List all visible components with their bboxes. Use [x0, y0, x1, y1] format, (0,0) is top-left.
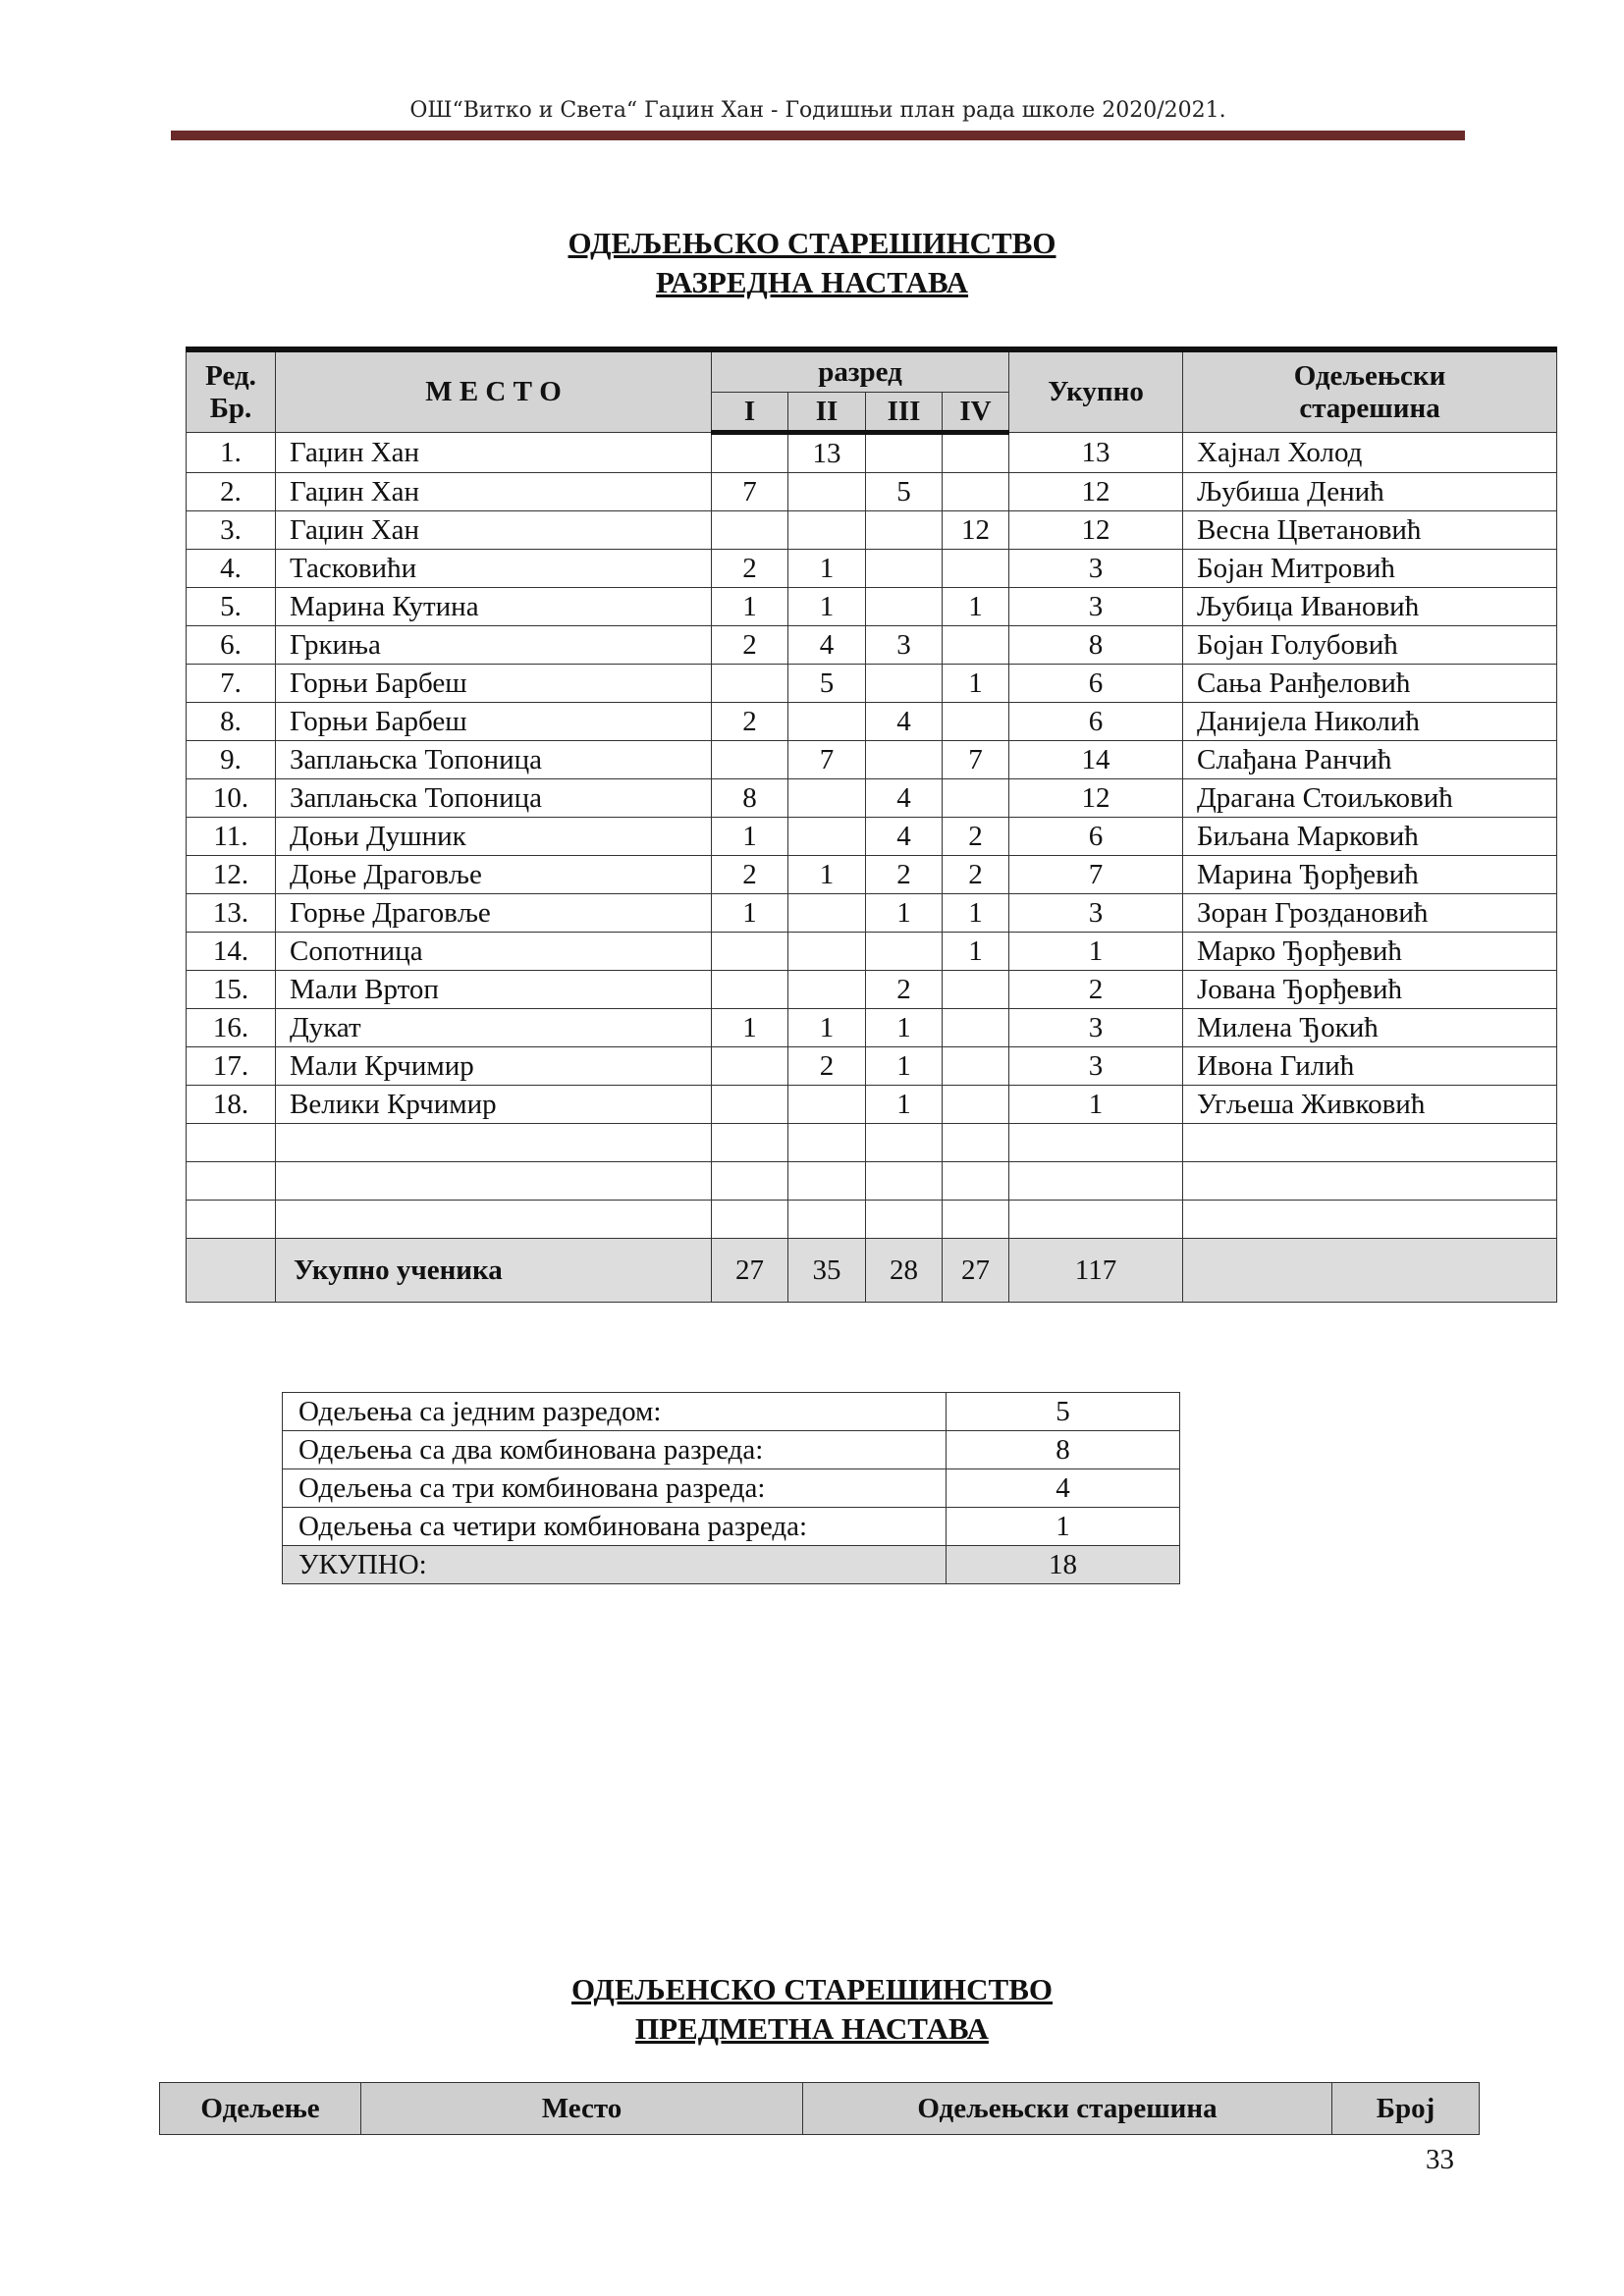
section2-title-line1: ОДЕЉЕНСКО СТАРЕШИНСТВО: [570, 1972, 1054, 2006]
table-row: [187, 1047, 1557, 1086]
row-grade-g3: [866, 665, 943, 703]
empty-cell: [187, 1162, 276, 1201]
row-number: 14.: [187, 933, 276, 971]
table-row: [187, 1086, 1557, 1124]
table-row: [187, 933, 1557, 971]
col-header-teacher-line2: старешина: [1299, 392, 1440, 424]
row-place: Мали Крчимир: [276, 1047, 712, 1086]
total-row-total: 117: [1009, 1239, 1183, 1303]
row-total: 3: [1009, 588, 1183, 626]
row-grade-g3: [866, 511, 943, 550]
row-teacher: Угљеша Живковић: [1183, 1086, 1557, 1124]
section1-title-line2: РАЗРЕДНА НАСТАВА: [655, 265, 969, 299]
table-row: [187, 703, 1557, 741]
row-number: 15.: [187, 971, 276, 1009]
empty-row: [187, 1124, 1557, 1162]
row-grade-g4: 7: [943, 741, 1009, 779]
summary-label: Одељења са једним разредом:: [283, 1393, 947, 1431]
row-total: 2: [1009, 971, 1183, 1009]
row-grade-g1: 8: [712, 779, 788, 818]
empty-cell: [943, 1124, 1009, 1162]
summary-table-body: [283, 1393, 1180, 1584]
row-grade-g4: [943, 779, 1009, 818]
summary-value: 18: [947, 1546, 1180, 1584]
total-row-grade-g3: 28: [866, 1239, 943, 1303]
row-grade-g3: [866, 933, 943, 971]
row-grade-g3: 1: [866, 894, 943, 933]
table-row: [187, 971, 1557, 1009]
total-row: [187, 1239, 1557, 1303]
total-row-no: [187, 1239, 276, 1303]
row-grade-g1: 1: [712, 1009, 788, 1047]
row-grade-g2: 7: [788, 741, 866, 779]
empty-cell: [712, 1201, 788, 1239]
subject-teachers-table: [159, 2082, 1480, 2135]
row-total: 12: [1009, 473, 1183, 511]
row-grade-g2: [788, 703, 866, 741]
summary-value: 5: [947, 1393, 1180, 1431]
row-total: 3: [1009, 550, 1183, 588]
document-header: ОШ“Витко и Света“ Гаџин Хан - Годишњи план рада школе 2020/2021.: [409, 98, 1226, 123]
row-place: Марина Кутина: [276, 588, 712, 626]
row-grade-g1: 1: [712, 588, 788, 626]
empty-cell: [943, 1201, 1009, 1239]
empty-cell: [276, 1162, 712, 1201]
row-grade-g4: 2: [943, 856, 1009, 894]
total-row-grade-g1: 27: [712, 1239, 788, 1303]
row-grade-g4: [943, 550, 1009, 588]
empty-cell: [1009, 1124, 1183, 1162]
row-teacher: Љубица Ивановић: [1183, 588, 1557, 626]
summary-value: 1: [947, 1508, 1180, 1546]
row-teacher: Хајнал Холод: [1183, 433, 1557, 473]
empty-cell: [187, 1124, 276, 1162]
row-teacher: Биљана Марковић: [1183, 818, 1557, 856]
row-total: 6: [1009, 818, 1183, 856]
row-grade-g2: [788, 818, 866, 856]
row-grade-g1: [712, 1086, 788, 1124]
summary-row: [283, 1393, 1180, 1431]
row-grade-g1: [712, 511, 788, 550]
row-grade-g2: [788, 473, 866, 511]
row-grade-g2: 5: [788, 665, 866, 703]
row-grade-g2: 4: [788, 626, 866, 665]
row-grade-g4: 12: [943, 511, 1009, 550]
table-row: [187, 856, 1557, 894]
row-total: 12: [1009, 511, 1183, 550]
row-grade-g3: [866, 433, 943, 473]
section1-title-line1: ОДЕЉЕЊСКО СТАРЕШИНСТВО: [568, 226, 1056, 260]
table-row: [187, 550, 1557, 588]
row-total: 3: [1009, 1047, 1183, 1086]
col-header-class-teacher: Одељењски старешина: [803, 2083, 1332, 2135]
row-number: 18.: [187, 1086, 276, 1124]
row-grade-g2: [788, 511, 866, 550]
row-teacher: Весна Цветановић: [1183, 511, 1557, 550]
row-number: 17.: [187, 1047, 276, 1086]
row-grade-g3: [866, 588, 943, 626]
row-grade-g2: 1: [788, 588, 866, 626]
row-grade-g4: 2: [943, 818, 1009, 856]
row-grade-g4: [943, 626, 1009, 665]
row-teacher: Слађана Ранчић: [1183, 741, 1557, 779]
row-number: 7.: [187, 665, 276, 703]
row-number: 6.: [187, 626, 276, 665]
empty-cell: [866, 1162, 943, 1201]
row-grade-g2: 1: [788, 856, 866, 894]
table-row: [187, 818, 1557, 856]
row-grade-g2: [788, 779, 866, 818]
row-total: 6: [1009, 703, 1183, 741]
table-row: [187, 588, 1557, 626]
row-total: 6: [1009, 665, 1183, 703]
col-header-teacher-line1: Одељењски: [1293, 359, 1446, 392]
row-total: 3: [1009, 894, 1183, 933]
row-total: 14: [1009, 741, 1183, 779]
col-header-grade-iv: IV: [943, 393, 1009, 433]
row-grade-g4: 1: [943, 588, 1009, 626]
row-place: Гаџин Хан: [276, 511, 712, 550]
row-grade-g1: [712, 933, 788, 971]
row-grade-g4: 1: [943, 665, 1009, 703]
row-grade-g2: 13: [788, 433, 866, 473]
row-grade-g1: [712, 665, 788, 703]
table-row: [187, 894, 1557, 933]
total-row-label: Укупно ученика: [276, 1239, 712, 1303]
row-teacher: Љубиша Денић: [1183, 473, 1557, 511]
col-header-grade-ii: II: [788, 393, 866, 433]
col-header-grade: разред: [712, 349, 1009, 393]
header-rule: [171, 131, 1465, 140]
row-place: Тасковићи: [276, 550, 712, 588]
row-total: 1: [1009, 1086, 1183, 1124]
row-total: 1: [1009, 933, 1183, 971]
col-header-no-line1: Ред.: [205, 359, 256, 392]
total-row-grade-g4: 27: [943, 1239, 1009, 1303]
total-row-teacher: [1183, 1239, 1557, 1303]
section2-title-line2: ПРЕДМЕТНА НАСТАВА: [635, 2011, 989, 2046]
col-header-count: Број: [1332, 2083, 1480, 2135]
row-teacher: Бојан Голубовић: [1183, 626, 1557, 665]
row-grade-g3: 2: [866, 856, 943, 894]
empty-row: [187, 1201, 1557, 1239]
col-header-no-line2: Бр.: [209, 392, 252, 424]
summary-label: Одељења са четири комбинована разреда:: [283, 1508, 947, 1546]
empty-cell: [276, 1201, 712, 1239]
row-grade-g3: 1: [866, 1047, 943, 1086]
row-grade-g4: [943, 971, 1009, 1009]
row-total: 8: [1009, 626, 1183, 665]
row-place: Горњи Барбеш: [276, 665, 712, 703]
row-place: Горње Драговље: [276, 894, 712, 933]
row-place: Велики Крчимир: [276, 1086, 712, 1124]
row-teacher: Јована Ђорђевић: [1183, 971, 1557, 1009]
row-grade-g3: 2: [866, 971, 943, 1009]
row-grade-g2: 1: [788, 1009, 866, 1047]
row-place: Сопотница: [276, 933, 712, 971]
empty-cell: [712, 1124, 788, 1162]
row-grade-g4: [943, 433, 1009, 473]
row-place: Доње Драговље: [276, 856, 712, 894]
empty-row: [187, 1162, 1557, 1201]
table-row: [187, 1009, 1557, 1047]
row-total: 7: [1009, 856, 1183, 894]
summary-table: [282, 1392, 1180, 1584]
summary-row: [283, 1431, 1180, 1469]
table-row: [187, 741, 1557, 779]
section1-title: [0, 224, 1624, 302]
row-place: Заплањска Топоница: [276, 779, 712, 818]
row-teacher: Драгана Стоиљковић: [1183, 779, 1557, 818]
table-row: [187, 779, 1557, 818]
row-number: 11.: [187, 818, 276, 856]
empty-cell: [712, 1162, 788, 1201]
row-grade-g3: 4: [866, 818, 943, 856]
col-header-grade-iii: III: [866, 393, 943, 433]
summary-label: Одељења са два комбинована разреда:: [283, 1431, 947, 1469]
row-grade-g1: 2: [712, 626, 788, 665]
row-grade-g2: [788, 933, 866, 971]
row-place: Дукат: [276, 1009, 712, 1047]
empty-cell: [276, 1124, 712, 1162]
row-grade-g4: 1: [943, 933, 1009, 971]
row-teacher: Ивона Гилић: [1183, 1047, 1557, 1086]
row-place: Мали Вртоп: [276, 971, 712, 1009]
row-grade-g1: [712, 741, 788, 779]
row-total: 3: [1009, 1009, 1183, 1047]
row-number: 1.: [187, 433, 276, 473]
row-grade-g1: 1: [712, 894, 788, 933]
row-grade-g4: [943, 473, 1009, 511]
row-grade-g3: 1: [866, 1009, 943, 1047]
row-number: 2.: [187, 473, 276, 511]
row-grade-g4: 1: [943, 894, 1009, 933]
empty-cell: [1009, 1201, 1183, 1239]
row-number: 16.: [187, 1009, 276, 1047]
empty-cell: [187, 1201, 276, 1239]
row-number: 10.: [187, 779, 276, 818]
row-teacher: Марко Ђорђевић: [1183, 933, 1557, 971]
row-number: 8.: [187, 703, 276, 741]
row-grade-g4: [943, 703, 1009, 741]
row-place: Заплањска Топоница: [276, 741, 712, 779]
row-grade-g2: [788, 971, 866, 1009]
class-teachers-table: [186, 347, 1557, 1303]
row-grade-g3: 3: [866, 626, 943, 665]
row-grade-g1: [712, 433, 788, 473]
row-grade-g1: 7: [712, 473, 788, 511]
row-number: 4.: [187, 550, 276, 588]
table-row: [187, 473, 1557, 511]
row-grade-g3: 1: [866, 1086, 943, 1124]
empty-cell: [788, 1201, 866, 1239]
col-header-place: М Е С Т О: [276, 349, 712, 433]
col-header-class: Одељење: [160, 2083, 361, 2135]
summary-value: 8: [947, 1431, 1180, 1469]
row-place: Доњи Душник: [276, 818, 712, 856]
row-number: 9.: [187, 741, 276, 779]
empty-cell: [788, 1162, 866, 1201]
row-grade-g4: [943, 1047, 1009, 1086]
row-grade-g1: 2: [712, 550, 788, 588]
summary-value: 4: [947, 1469, 1180, 1508]
row-grade-g1: 2: [712, 703, 788, 741]
row-place: Горњи Барбеш: [276, 703, 712, 741]
row-teacher: Марина Ђорђевић: [1183, 856, 1557, 894]
class-teachers-table-body: [187, 433, 1557, 1303]
col-header-grade-i: I: [712, 393, 788, 433]
row-teacher: Бојан Митровић: [1183, 550, 1557, 588]
summary-row: [283, 1469, 1180, 1508]
row-grade-g3: [866, 741, 943, 779]
row-total: 13: [1009, 433, 1183, 473]
row-place: Гаџин Хан: [276, 473, 712, 511]
summary-row: [283, 1546, 1180, 1584]
row-number: 3.: [187, 511, 276, 550]
table-row: [187, 511, 1557, 550]
empty-cell: [1183, 1201, 1557, 1239]
row-grade-g3: 5: [866, 473, 943, 511]
empty-cell: [866, 1201, 943, 1239]
row-grade-g2: [788, 1086, 866, 1124]
col-header-location: Место: [361, 2083, 803, 2135]
row-grade-g2: [788, 894, 866, 933]
summary-row: [283, 1508, 1180, 1546]
section2-title: [0, 1970, 1624, 2049]
summary-label: Одељења са три комбинована разреда:: [283, 1469, 947, 1508]
col-header-no: [187, 349, 276, 433]
row-grade-g3: [866, 550, 943, 588]
total-row-grade-g2: 35: [788, 1239, 866, 1303]
row-grade-g3: 4: [866, 703, 943, 741]
summary-label: УКУПНО:: [283, 1546, 947, 1584]
empty-cell: [1009, 1162, 1183, 1201]
empty-cell: [943, 1162, 1009, 1201]
col-header-teacher: [1183, 349, 1557, 433]
row-place: Гаџин Хан: [276, 433, 712, 473]
empty-cell: [1183, 1162, 1557, 1201]
row-grade-g1: 2: [712, 856, 788, 894]
row-number: 13.: [187, 894, 276, 933]
row-place: Гркиња: [276, 626, 712, 665]
row-grade-g2: 2: [788, 1047, 866, 1086]
row-teacher: Данијела Николић: [1183, 703, 1557, 741]
row-grade-g4: [943, 1009, 1009, 1047]
row-grade-g3: 4: [866, 779, 943, 818]
empty-cell: [1183, 1124, 1557, 1162]
row-teacher: Сања Ранђеловић: [1183, 665, 1557, 703]
empty-cell: [866, 1124, 943, 1162]
row-grade-g1: 1: [712, 818, 788, 856]
row-grade-g4: [943, 1086, 1009, 1124]
row-number: 12.: [187, 856, 276, 894]
table-row: [187, 433, 1557, 473]
row-number: 5.: [187, 588, 276, 626]
page-number: 33: [1426, 2144, 1454, 2175]
row-grade-g1: [712, 1047, 788, 1086]
row-grade-g1: [712, 971, 788, 1009]
row-grade-g2: 1: [788, 550, 866, 588]
row-total: 12: [1009, 779, 1183, 818]
table-row: [187, 665, 1557, 703]
row-teacher: Милена Ђокић: [1183, 1009, 1557, 1047]
row-teacher: Зоран Гроздановић: [1183, 894, 1557, 933]
col-header-total: Укупно: [1009, 349, 1183, 433]
table-row: [187, 626, 1557, 665]
empty-cell: [788, 1124, 866, 1162]
